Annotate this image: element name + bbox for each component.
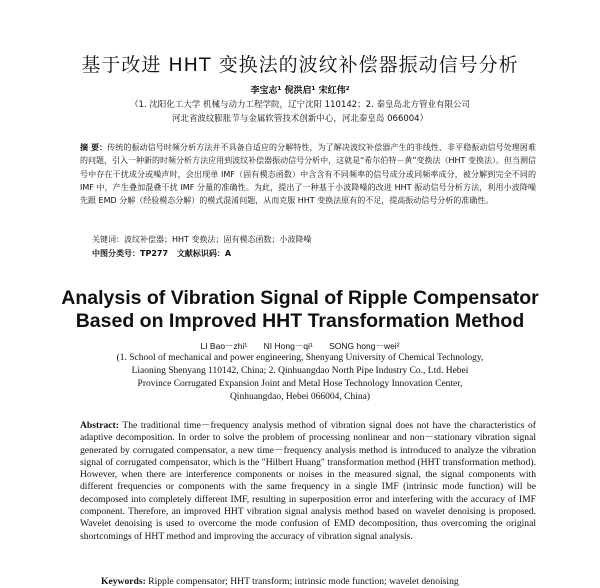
- english-authors: [0, 340, 600, 352]
- english-affiliation-line-3: Province Corrugated Expansion Joint and Metal Hose Technology Innovation Center,: [137, 379, 463, 389]
- chinese-title: 基于改进 HHT 变换法的波纹补偿器振动信号分析: [81, 54, 519, 76]
- chinese-abstract-label: 摘 要：: [80, 143, 108, 152]
- english-affiliation-line-4: Qinhuangdao, Hebei 066004, China): [229, 392, 371, 402]
- english-keywords-text: Ripple compensator; HHT transform; intrinsic mode function; wavelet denoising: [148, 576, 459, 587]
- chinese-affiliation-line-1: （1. 沈阳化工大学 机械与动力工程学院，辽宁沈阳 110142；2. 秦皇岛北方管业有限公司: [130, 100, 470, 110]
- english-abstract: [80, 420, 536, 543]
- english-title-line-2: Based on Improved HHT Transformation Method: [75, 310, 525, 332]
- chinese-document-code: 文献标识码：A: [176, 249, 232, 258]
- english-author-2: NI Hong－qi¹: [263, 341, 313, 351]
- english-keywords: [101, 576, 459, 587]
- chinese-classification-number: 中图分类号：TP277: [92, 249, 169, 258]
- english-author-1: LI Bao－zhi¹: [200, 341, 248, 351]
- english-affiliation-line-1: (1. School of mechanical and power engineering, Shenyang University of Chemical Technology,: [116, 353, 484, 363]
- chinese-classification: [92, 248, 237, 259]
- chinese-authors: 李宝志¹ 倪洪启¹ 宋红伟²: [250, 86, 350, 96]
- english-author-3: SONG hong－wei²: [329, 341, 400, 351]
- english-title-line-1: Analysis of Vibration Signal of Ripple Compensator: [61, 287, 539, 309]
- chinese-affiliation-line-2: 河北省波纹膨胀节与金属软管技术创新中心，河北秦皇岛 066004）: [171, 114, 429, 124]
- english-affiliation-line-2: Liaoning Shenyang 110142, China; 2. Qinhuangdao North Pipe Industry Co., Ltd. Hebei: [131, 366, 469, 376]
- english-abstract-label: Abstract:: [80, 420, 119, 431]
- chinese-abstract: [80, 141, 536, 207]
- english-keywords-label: Keywords:: [101, 576, 146, 587]
- english-abstract-text: The traditional time－frequency analysis method of vibration signal does not have the characteristics of adaptive decomposition. In order to solve the problem of processing nonlinear and non－stationary vibration signal generated by corrugated compensator, a new time－frequency analysis method is introduced to analyze the vibration signal of corrugated compensator, which is the "Hilbert Huang" transformation method (HHT transformation method). However, when there are interference components or noises in the measured signal, the signal components with different frequencies or components with the same frequency in a single IMF (intrinsic mode function) will be decomposed into completely different IMF, resulting in superposition error and interfering with the accuracy of IMF component. Therefore, an improved HHT vibration signal analysis method based on wavelet denoising is proposed. Wavelet denoising is used to overcome the mode confusion of EMD decomposition, thus overcoming the original shortcomings of HHT method and improving the accuracy of vibration signal analysis.: [80, 420, 537, 542]
- chinese-abstract-text: 传统的振动信号时频分析方法并不具备自适应的分解特性，为了解决波纹补偿器产生的非线性、非平稳振动信号处理困难的问题，引入一种新的时频分析方法应用到波纹补偿器振动信号分析中，这就是“希尔伯特－黄”变换法（HHT 变换法）。但当测信号中存在干扰成分或噪声时，会出现单 IMF（固有模态函数）中含含有不同频率的信号成分或同频率成分，被分解到完全不同的 IMF 中，产生叠加混叠干扰 IMF 分量的准确性。为此，提出了一种基于小波降噪的改进 HHT 振动信号分析方法，利用小波降噪先跟 EMD 分解（经验模态分解）的模式混淆问题，从而克服 HHT 变换法原有的不足，提高振动信号分析的准确性。: [80, 143, 536, 206]
- chinese-keywords: 关键词：波纹补偿器；HHT 变换法；固有模态函数；小波降噪: [92, 235, 312, 244]
